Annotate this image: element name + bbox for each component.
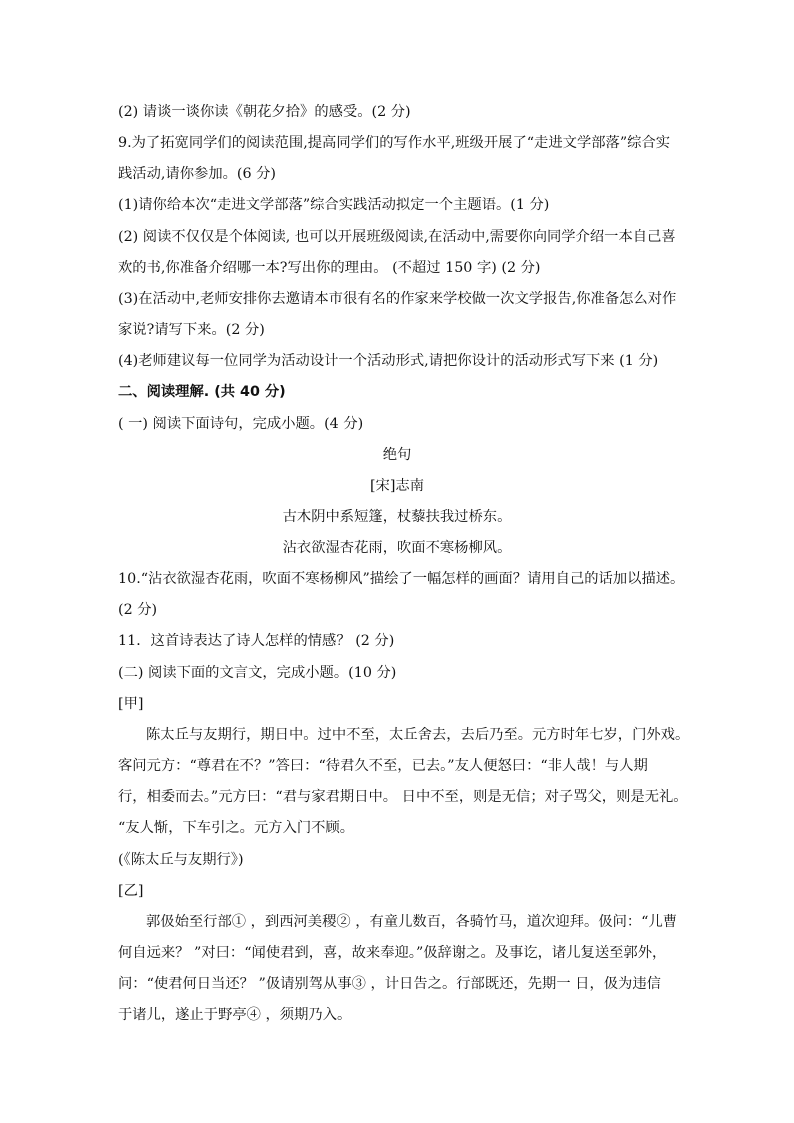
question-9-text: 9.为了拓宽同学们的阅读范围,提高同学们的写作水平,班级开展了“走进文学部落”综合实 — [118, 135, 671, 151]
question-9-3: (3)在活动中,老师安排你去邀请本市很有名的作家来学校做一次文学报告,你准备怎么对作 — [118, 291, 677, 307]
poem-line-1: 古木阴中系短篷，杖藜扶我过桥东。 — [282, 509, 512, 525]
part-2-heading: (二) 阅读下面的文言文，完成小题。(10 分) — [118, 665, 397, 681]
passage-jia-line: 行，相委而去。”元方曰：“君与家君期日中。 日中不至，则是无信；对子骂父，则是无礼。 — [118, 789, 688, 805]
passage-jia-label: [甲] — [118, 696, 144, 712]
question-9-1: (1)请你给本次“走进文学部落”综合实践活动拟定一个主题语。(1 分) — [118, 197, 550, 213]
question-9-3-cont: 家说?请写下来。(2 分) — [118, 322, 265, 338]
passage-yi-line: 问：“使君何日当还？ ”伋请别驾从事③ ，计日告之。行部既还，先期一 日，伋为违信 — [118, 976, 661, 992]
question-9-2-cont: 欢的书,你准备介绍哪一本?写出你的理由。 (不超过 150 字) (2 分) — [118, 260, 541, 276]
poem-line-2: 沾衣欲湿杏花雨，吹面不寒杨柳风。 — [282, 540, 512, 556]
question-8-2: (2) 请谈一谈你读《朝花夕拾》的感受。(2 分) — [118, 104, 411, 120]
question-10: 10.“沾衣欲湿杏花雨，吹面不寒杨柳风”描绘了一幅怎样的画面？请用自己的话加以描述。 — [118, 571, 685, 587]
passage-yi-line: 于诸儿，遂止于野亭④ ，须期乃入。 — [118, 1007, 352, 1023]
part-1-heading: ( 一) 阅读下面诗句，完成小题。(4 分) — [118, 416, 364, 432]
question-9-text-cont: 践活动,请你参加。(6 分) — [118, 166, 277, 182]
poem-author: [宋]志南 — [369, 478, 425, 494]
question-9-2: (2) 阅读不仅仅是个体阅读, 也可以开展班级阅读,在活动中,需要你向同学介绍一本自己喜 — [118, 229, 676, 245]
question-11: 11．这首诗表达了诗人怎样的情感？ (2 分) — [118, 633, 395, 649]
passage-jia-line: 客问元方：“尊君在不？”答曰：“待君久不至，已去。”友人便怒曰：“非人哉！与人期 — [118, 758, 648, 774]
section-heading: 二、阅读理解. (共 40 分) — [118, 384, 286, 400]
passage-jia-line: 陈太丘与友期行，期日中。过中不至，太丘舍去，去后乃至。元方时年七岁，门外戏。 — [146, 727, 690, 743]
poem-title: 绝句 — [382, 447, 412, 463]
passage-yi-label: [乙] — [118, 883, 144, 899]
passage-yi-line: 何自远来？ ”对曰：“闻使君到，喜，故来奉迎。”伋辞谢之。及事讫，诸儿复送至郭外， — [118, 945, 667, 961]
passage-jia-source: (《陈太丘与友期行》) — [118, 852, 244, 868]
passage-yi-line: 郭伋始至行部① ，到西河美稷② ，有童儿数百，各骑竹马，道次迎拜。伋问：“儿曹 — [146, 914, 678, 930]
passage-jia-line: “友人惭，下车引之。元方入门不顾。 — [118, 820, 355, 836]
question-10-cont: (2 分) — [118, 602, 158, 618]
question-9-4: (4)老师建议每一位同学为活动设计一个活动形式,请把你设计的活动形式写下来 (1 分) — [118, 353, 659, 369]
